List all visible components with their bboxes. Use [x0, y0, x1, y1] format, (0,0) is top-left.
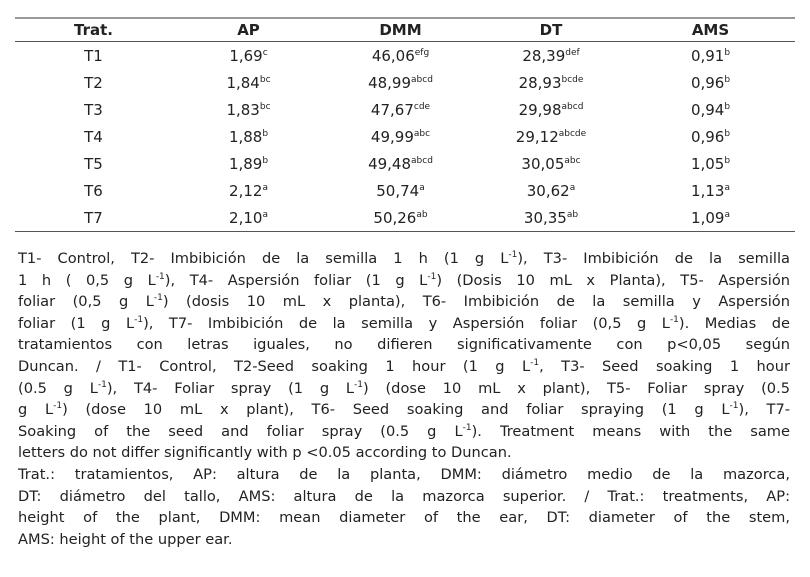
- significance-letters: b: [724, 101, 731, 112]
- significance-letters: abc: [413, 128, 431, 139]
- table-cell: [476, 42, 626, 70]
- significance-letters: a: [724, 209, 730, 220]
- significance-letters: bc: [259, 101, 271, 112]
- table-cell: [476, 69, 626, 96]
- footnote-line: [18, 378, 790, 400]
- footnote-line: [18, 529, 790, 551]
- cell-value: 1,84: [226, 73, 260, 92]
- table-cell: [15, 177, 172, 204]
- text: letters do not differ significantly with p <0.05 according to Duncan.: [18, 444, 512, 462]
- significance-letters: b: [724, 155, 731, 166]
- table-cell: [325, 123, 476, 150]
- table-cell: [172, 204, 325, 232]
- cell-value: 50,74: [376, 181, 420, 200]
- superscript: -1: [354, 379, 364, 390]
- significance-letters: abcd: [411, 74, 433, 85]
- text: ), T7-: [738, 401, 790, 419]
- significance-letters: a: [724, 182, 730, 193]
- table-cell: [626, 177, 795, 204]
- table-cell: [15, 69, 172, 96]
- superscript: -1: [97, 379, 107, 390]
- footnote-line: [18, 334, 790, 356]
- cell-value: 0,96: [690, 73, 725, 92]
- significance-letters: bc: [259, 74, 271, 85]
- cell-value: 1,83: [226, 100, 260, 119]
- text: Duncan. / T1- Control, T2-Seed soaking 1 hour (1 g L: [18, 357, 531, 375]
- cell-value: 30,62: [526, 181, 570, 200]
- cell-value: 29,98: [518, 100, 562, 119]
- text: ). Treatment means with the same: [471, 422, 790, 440]
- superscript: -1: [508, 250, 518, 260]
- cell-value: 0,91: [690, 46, 725, 65]
- cell-value: T2: [84, 73, 103, 92]
- table-cell: [476, 123, 626, 150]
- footnote-paragraph: [18, 248, 790, 464]
- table-row: [15, 150, 795, 177]
- superscript: -1: [530, 357, 540, 368]
- cell-value: 50,26: [373, 208, 417, 227]
- footnote-line: [18, 399, 790, 421]
- table-cell: [476, 177, 626, 204]
- cell-value: 0,94: [690, 100, 725, 119]
- significance-letters: b: [724, 74, 731, 85]
- significance-letters: abc: [564, 155, 581, 166]
- column-header: Trat.: [74, 21, 113, 39]
- cell-value: 29,12: [515, 127, 559, 146]
- table-cell: [325, 204, 476, 232]
- table-cell: [15, 96, 172, 123]
- significance-letters: abcd: [411, 155, 433, 166]
- superscript: -1: [53, 401, 63, 412]
- cell-value: 28,93: [518, 73, 562, 92]
- text: DT: diámetro del tallo, AMS: altura de la mazorca superior. / Trat.: treatments, AP:: [18, 487, 790, 505]
- significance-letters: efg: [414, 47, 430, 58]
- table-row: [15, 123, 795, 150]
- superscript: -1: [427, 271, 437, 282]
- table-row: [15, 204, 795, 232]
- footnote-line: [18, 313, 790, 335]
- significance-letters: b: [724, 128, 731, 139]
- significance-letters: a: [569, 182, 576, 193]
- significance-letters: b: [724, 47, 731, 58]
- cell-value: 1,69: [229, 46, 263, 65]
- cell-value: 30,35: [523, 208, 567, 227]
- table-cell: [15, 42, 172, 70]
- column-header: AP: [237, 21, 260, 39]
- superscript: -1: [134, 314, 144, 325]
- cell-value: 1,09: [691, 208, 725, 227]
- footnote-line: [18, 270, 790, 292]
- significance-letters: a: [419, 182, 425, 193]
- cell-value: 48,99: [368, 73, 412, 92]
- text: tratamientos con letras iguales, no difieren significativamente con p<0,05 según: [18, 336, 790, 354]
- cell-value: 47,67: [370, 100, 414, 119]
- text: ), T4- Aspersión foliar (1 g L: [164, 271, 428, 289]
- cell-value: 2,12: [229, 181, 263, 200]
- table-cell: [476, 150, 626, 177]
- superscript: -1: [669, 314, 679, 325]
- cell-value: T6: [84, 181, 103, 200]
- footnote-line: [18, 421, 790, 443]
- table-cell: [325, 69, 476, 96]
- superscript: -1: [729, 401, 739, 412]
- cell-value: T1: [84, 46, 103, 65]
- column-header: DT: [539, 21, 563, 39]
- table-row: [15, 42, 795, 70]
- table-cell: [15, 123, 172, 150]
- footnote-line: [18, 464, 790, 486]
- table-footnotes: [18, 248, 790, 550]
- footnote-line: [18, 248, 790, 270]
- cell-value: 2,10: [229, 208, 263, 227]
- table-row: [15, 177, 795, 204]
- text: ), T7- Imbibición de la semilla y Aspersión foliar (0,5 g L: [143, 314, 670, 332]
- text: ), T3- Imbibición de la semilla: [517, 250, 790, 267]
- footnote-line: [18, 291, 790, 313]
- text: Trat.: tratamientos, AP: altura de la planta, DMM: diámetro medio de la mazorca,: [18, 465, 790, 483]
- significance-letters: abcd: [561, 101, 584, 112]
- table-cell: [325, 150, 476, 177]
- footnote-paragraph: [18, 464, 790, 550]
- table-cell: [325, 177, 476, 204]
- table-cell: [172, 69, 325, 96]
- table-cell: [626, 42, 795, 70]
- significance-letters: b: [262, 155, 269, 166]
- table-cell: [325, 96, 476, 123]
- significance-letters: def: [565, 47, 580, 58]
- table-cell: [15, 150, 172, 177]
- table-cell: [626, 150, 795, 177]
- significance-letters: ab: [566, 209, 579, 220]
- cell-value: T4: [84, 127, 103, 146]
- table-cell: [626, 123, 795, 150]
- cell-value: 1,88: [228, 127, 263, 146]
- cell-value: 1,89: [228, 154, 263, 173]
- table-cell: [15, 204, 172, 232]
- table-cell: [626, 69, 795, 96]
- cell-value: 30,05: [521, 154, 565, 173]
- table-cell: [476, 96, 626, 123]
- table-row: [15, 69, 795, 96]
- footnote-line: [18, 442, 790, 464]
- table-body: [15, 42, 795, 232]
- cell-value: 1,05: [690, 154, 725, 173]
- results-table: [15, 17, 795, 232]
- table-cell: [172, 123, 325, 150]
- text: T1- Control, T2- Imbibición de la semilla 1 h (1 g L: [18, 250, 509, 267]
- significance-letters: c: [262, 47, 268, 58]
- table-cell: [626, 204, 795, 232]
- text: ) (dose 10 mL x plant), T6- Seed soaking and foliar spraying (1 g L: [62, 401, 730, 419]
- text: ), T4- Foliar spray (1 g L: [106, 379, 355, 397]
- table-cell: [172, 96, 325, 123]
- cell-value: 28,39: [522, 46, 566, 65]
- text: g L: [18, 401, 54, 419]
- text: Soaking of the seed and foliar spray (0.5 g L: [18, 422, 463, 440]
- cell-value: 49,99: [370, 127, 414, 146]
- footnote-line: [18, 507, 790, 529]
- table-header-row: [15, 18, 795, 42]
- cell-value: T5: [84, 154, 103, 173]
- column-header: DMM: [379, 21, 422, 39]
- text: height of the plant, DMM: mean diameter of the ear, DT: diameter of the stem,: [18, 509, 790, 527]
- text: ) (dosis 10 mL x planta), T6- Imbibición de la semilla y Aspersión: [162, 293, 790, 311]
- cell-value: 0,96: [690, 127, 725, 146]
- table-cell: [172, 177, 325, 204]
- significance-letters: ab: [416, 209, 428, 220]
- significance-letters: abcde: [558, 128, 587, 139]
- text: 1 h ( 0,5 g L: [18, 271, 156, 289]
- superscript: -1: [462, 422, 472, 433]
- table-cell: [325, 42, 476, 70]
- cell-value: T3: [84, 100, 103, 119]
- cell-value: T7: [84, 208, 103, 227]
- text: ) (Dosis 10 mL x Planta), T5- Aspersión: [436, 271, 791, 289]
- text: (0.5 g L: [18, 379, 98, 397]
- significance-letters: a: [262, 209, 268, 220]
- significance-letters: b: [262, 128, 269, 139]
- table-cell: [172, 42, 325, 70]
- significance-letters: bcde: [561, 74, 584, 85]
- cell-value: 1,13: [691, 181, 725, 200]
- footnote-line: [18, 356, 790, 378]
- cell-value: 49,48: [368, 154, 412, 173]
- table-cell: [626, 96, 795, 123]
- text: , T3- Seed soaking 1 hour: [539, 357, 790, 375]
- cell-value: 46,06: [371, 46, 415, 65]
- footnote-line: [18, 486, 790, 508]
- table-cell: [476, 204, 626, 232]
- table-cell: [172, 150, 325, 177]
- significance-letters: cde: [413, 101, 431, 112]
- text: foliar (1 g L: [18, 314, 135, 332]
- table-row: [15, 96, 795, 123]
- text: AMS: height of the upper ear.: [18, 530, 233, 548]
- text: foliar (0,5 g L: [18, 293, 154, 311]
- superscript: -1: [155, 271, 165, 282]
- text: ). Medias de: [678, 314, 790, 332]
- column-header: AMS: [691, 21, 730, 39]
- superscript: -1: [153, 293, 163, 304]
- text: ) (dose 10 mL x plant), T5- Foliar spray (0.5: [363, 379, 791, 397]
- significance-letters: a: [262, 182, 268, 193]
